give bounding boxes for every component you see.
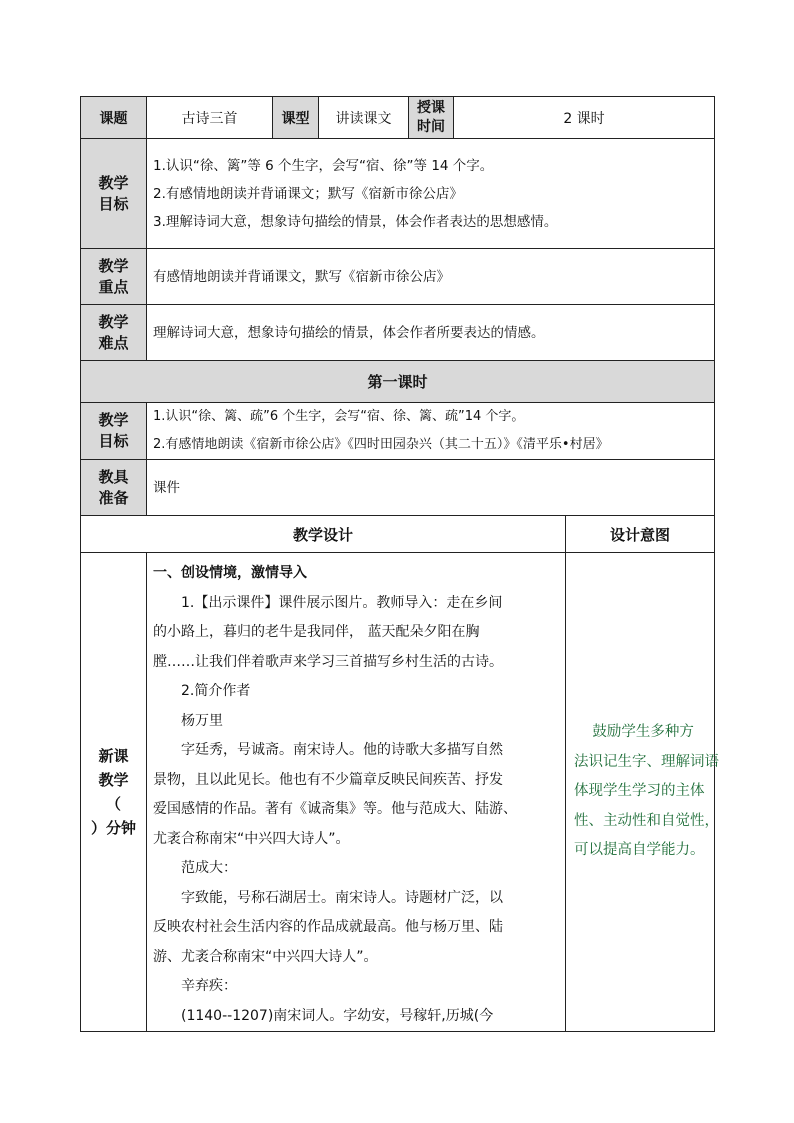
subject-label: 课题 (81, 97, 147, 139)
tools-content (147, 460, 715, 516)
first-period-goals-label (81, 403, 147, 460)
new-lesson-label-line-3: （ (105, 795, 121, 813)
design-header: 教学设计 (81, 516, 566, 553)
tools-label-line-2: 准备 (98, 488, 129, 507)
intent-line-5: 可以提高自学能力。 (574, 842, 705, 859)
first-period-goal-line-1: 1.认识“徐、篱、疏”6 个生字，会写“宿、徐、篱、疏”14 个字。 (153, 409, 525, 424)
tools-label (81, 460, 147, 516)
goal-line-2: 2.有感情地朗读并背诵课文；默写《宿新市徐公店》 (153, 185, 463, 202)
type-label: 课型 (273, 97, 319, 139)
focus-label-line-1: 教学 (98, 256, 129, 275)
difficulty-row (81, 305, 715, 361)
difficulty-label (81, 305, 147, 361)
difficulty-label-line-1: 教学 (98, 312, 129, 331)
design-line: 一、创设情境，激情导入 (153, 565, 307, 581)
intent-header: 设计意图 (566, 516, 715, 553)
first-period-goals-label-line-1: 教学 (98, 411, 129, 429)
design-content (147, 553, 566, 1032)
design-line: 字廷秀，号诚斋。南宋诗人。他的诗歌大多描写自然 (181, 742, 503, 758)
tools-label-line-1: 教具 (98, 467, 129, 486)
design-line: 杨万里 (181, 712, 223, 729)
goal-line-3: 3.理解诗词大意，想象诗句描绘的情景，体会作者表达的思想感情。 (153, 213, 558, 230)
design-line: 字致能，号称石湖居士。南宋诗人。诗题材广泛，以 (181, 889, 503, 906)
focus-label-line-2: 重点 (98, 277, 129, 296)
design-line: 游、尤袤合称南宋“中兴四大诗人”。 (153, 948, 378, 965)
focus-label (81, 249, 147, 305)
design-line: (1140--1207)南宋词人。字幼安，号稼轩,历城(今 (181, 1007, 494, 1024)
first-period-goal-line-2: 2.有感情地朗读《宿新市徐公店》《四时田园杂兴（其二十五）》《清平乐•村居》 (153, 437, 609, 452)
focus-row (81, 249, 715, 305)
lesson-plan-table (80, 96, 719, 1032)
goal-line-1: 1.认识“徐、篱”等 6 个生字，会写“宿、徐”等 14 个字。 (153, 157, 494, 174)
design-line: 辛弃疾： (181, 978, 237, 994)
intent-line-2: 法识记生字、理解词语 (574, 753, 719, 770)
design-header-row (81, 516, 715, 553)
new-lesson-label (81, 553, 147, 1032)
new-lesson-label-line-1: 新课 (98, 747, 129, 765)
design-line: 尤袤合称南宋“中兴四大诗人”。 (153, 830, 350, 847)
tools-row (81, 460, 715, 516)
intent-line-3: 体现学生学习的主体 (574, 783, 705, 800)
intent-line-4: 性、主动性和自觉性， (574, 812, 719, 829)
focus-content (147, 249, 715, 305)
first-period-title: 第一课时 (81, 361, 715, 403)
difficulty-content (147, 305, 715, 361)
first-period-row (81, 361, 715, 403)
difficulty-label-line-2: 难点 (98, 333, 129, 352)
design-body-row (81, 553, 715, 1032)
time-label-line-2: 时间 (417, 118, 445, 135)
tools-text: 课件 (153, 479, 180, 496)
goals-label-line-1: 教学 (98, 173, 129, 192)
first-period-goals-row (81, 403, 715, 460)
intent-line-1: 鼓励学生多种方 (574, 724, 694, 741)
design-line: 的小路上，暮归的老牛是我同伴， 蓝天配朵夕阳在胸 (153, 624, 480, 640)
design-line: 范成大： (181, 860, 237, 876)
type-value: 讲读课文 (319, 97, 409, 139)
first-period-goals-label-line-2: 目标 (98, 432, 129, 450)
intent-content (566, 553, 719, 1032)
design-line: 1.【出示课件】课件展示图片。教师导入：走在乡间 (181, 594, 503, 611)
design-line: 反映农村社会生活内容的作品成就最高。他与杨万里、陆 (153, 919, 503, 935)
header-row (81, 97, 715, 139)
goals-content (147, 139, 715, 249)
new-lesson-label-line-2: 教学 (98, 771, 129, 789)
goals-label (81, 139, 147, 249)
goals-row (81, 139, 715, 249)
difficulty-text: 理解诗词大意，想象诗句描绘的情景，体会作者所要表达的情感。 (153, 324, 545, 341)
focus-text: 有感情地朗读并背诵课文，默写《宿新市徐公店》 (153, 268, 450, 285)
time-label-line-1: 授课 (417, 99, 445, 116)
design-lines (153, 559, 561, 1031)
design-line: 景物，且以此见长。他也有不少篇章反映民间疾苦、抒发 (153, 771, 503, 788)
first-period-goals-content (147, 403, 715, 460)
new-lesson-label-line-4: ）分钟 (90, 819, 136, 837)
design-line: 2.简介作者 (181, 683, 251, 699)
design-line: 爱国感情的作品。著有《诚斋集》等。他与范成大、陆游、 (153, 801, 517, 817)
goals-label-line-2: 目标 (98, 194, 129, 213)
design-line: 膛……让我们伴着歌声来学习三首描写乡村生活的古诗。 (153, 653, 503, 670)
time-value: 2 课时 (454, 97, 715, 139)
time-label (409, 97, 454, 139)
subject-value: 古诗三首 (147, 97, 273, 139)
